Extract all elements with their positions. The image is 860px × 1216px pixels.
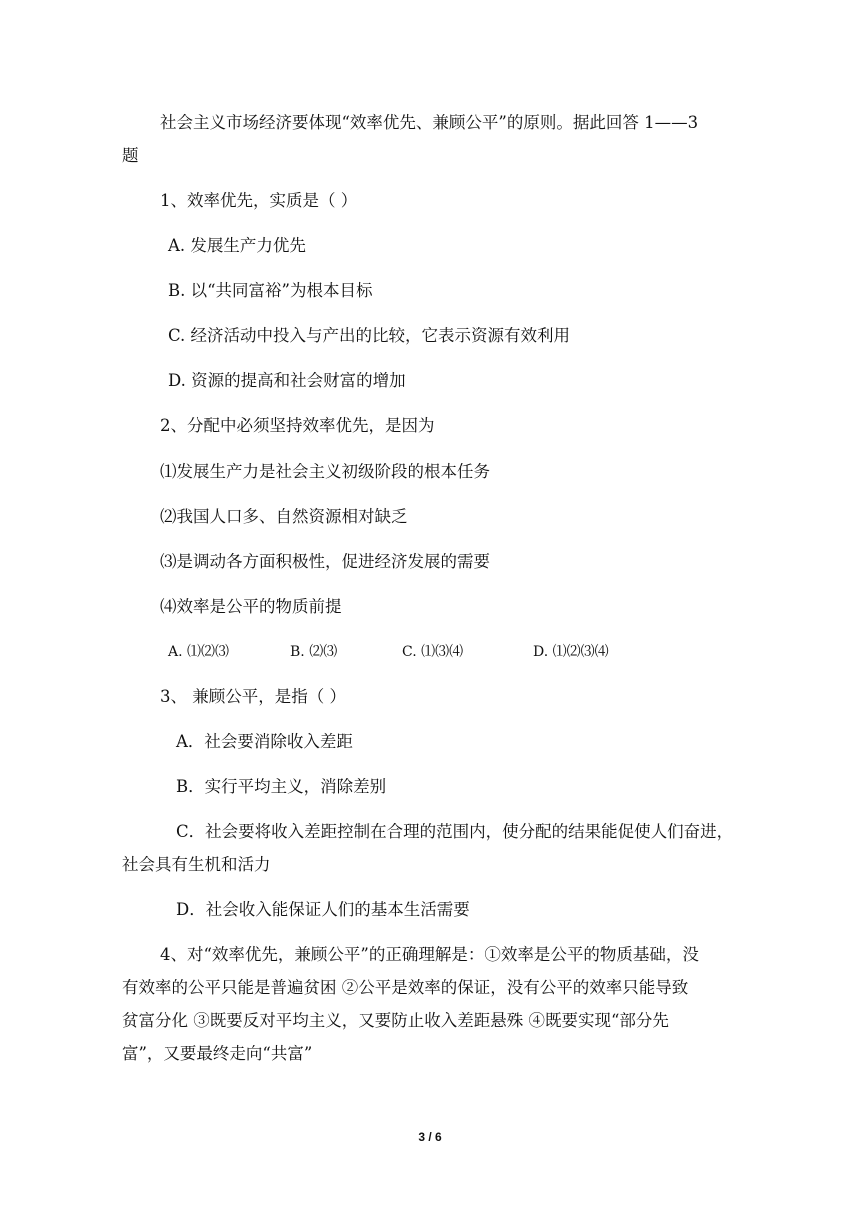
q3-option-d: D．社会收入能保证人们的基本生活需要 xyxy=(176,900,470,919)
q4-line-4: 富”，又要最终走向“共富” xyxy=(122,1044,313,1063)
q2-item-4: ⑷效率是公平的物质前提 xyxy=(160,597,342,616)
q1-option-a: A. 发展生产力优先 xyxy=(168,236,306,255)
q2-choice-c: C. ⑴⑶⑷ xyxy=(402,644,464,660)
q2-item-2: ⑵我国人口多、自然资源相对缺乏 xyxy=(160,507,408,526)
q3-option-c: C．社会要将收入差距控制在合理的范围内，使分配的结果能促使人们奋进， xyxy=(176,822,734,841)
q1-option-c: C. 经济活动中投入与产出的比较，它表示资源有效利用 xyxy=(168,326,571,345)
q2-choice-a: A. ⑴⑵⑶ xyxy=(168,644,230,660)
q3-stem: 3、 兼顾公平，是指（ ） xyxy=(160,687,346,706)
q3-option-b: B．实行平均主义，消除差别 xyxy=(176,777,387,796)
q2-choice-d: D. ⑴⑵⑶⑷ xyxy=(533,644,609,660)
q2-item-1: ⑴发展生产力是社会主义初级阶段的根本任务 xyxy=(160,462,490,481)
q4-line-3: 贫富分化 ③既要反对平均主义，又要防止收入差距悬殊 ④既要实现“部分先 xyxy=(122,1011,669,1030)
intro-line-1: 社会主义市场经济要体现“效率优先、兼顾公平”的原则。据此回答 1——3 xyxy=(160,113,699,132)
q1-option-b: B. 以“共同富裕”为根本目标 xyxy=(168,281,373,300)
q1-stem: 1、效率优先，实质是（ ） xyxy=(160,191,358,210)
q1-option-d: D. 资源的提高和社会财富的增加 xyxy=(168,371,406,390)
q2-item-3: ⑶是调动各方面积极性，促进经济发展的需要 xyxy=(160,552,490,571)
intro-line-2: 题 xyxy=(122,146,139,165)
q2-stem: 2、分配中必须坚持效率优先，是因为 xyxy=(160,416,435,435)
q2-choice-b: B. ⑵⑶ xyxy=(290,644,338,660)
q3-option-a: A．社会要消除收入差距 xyxy=(176,732,353,751)
q4-line-1: 4、对“效率优先，兼顾公平”的正确理解是：①效率是公平的物质基础，没 xyxy=(160,945,699,964)
q3-option-c-cont: 社会具有生机和活力 xyxy=(122,855,271,874)
q4-line-2: 有效率的公平只能是普遍贫困 ②公平是效率的保证，没有公平的效率只能导致 xyxy=(122,978,689,997)
page-number: 3 / 6 xyxy=(418,1130,442,1144)
